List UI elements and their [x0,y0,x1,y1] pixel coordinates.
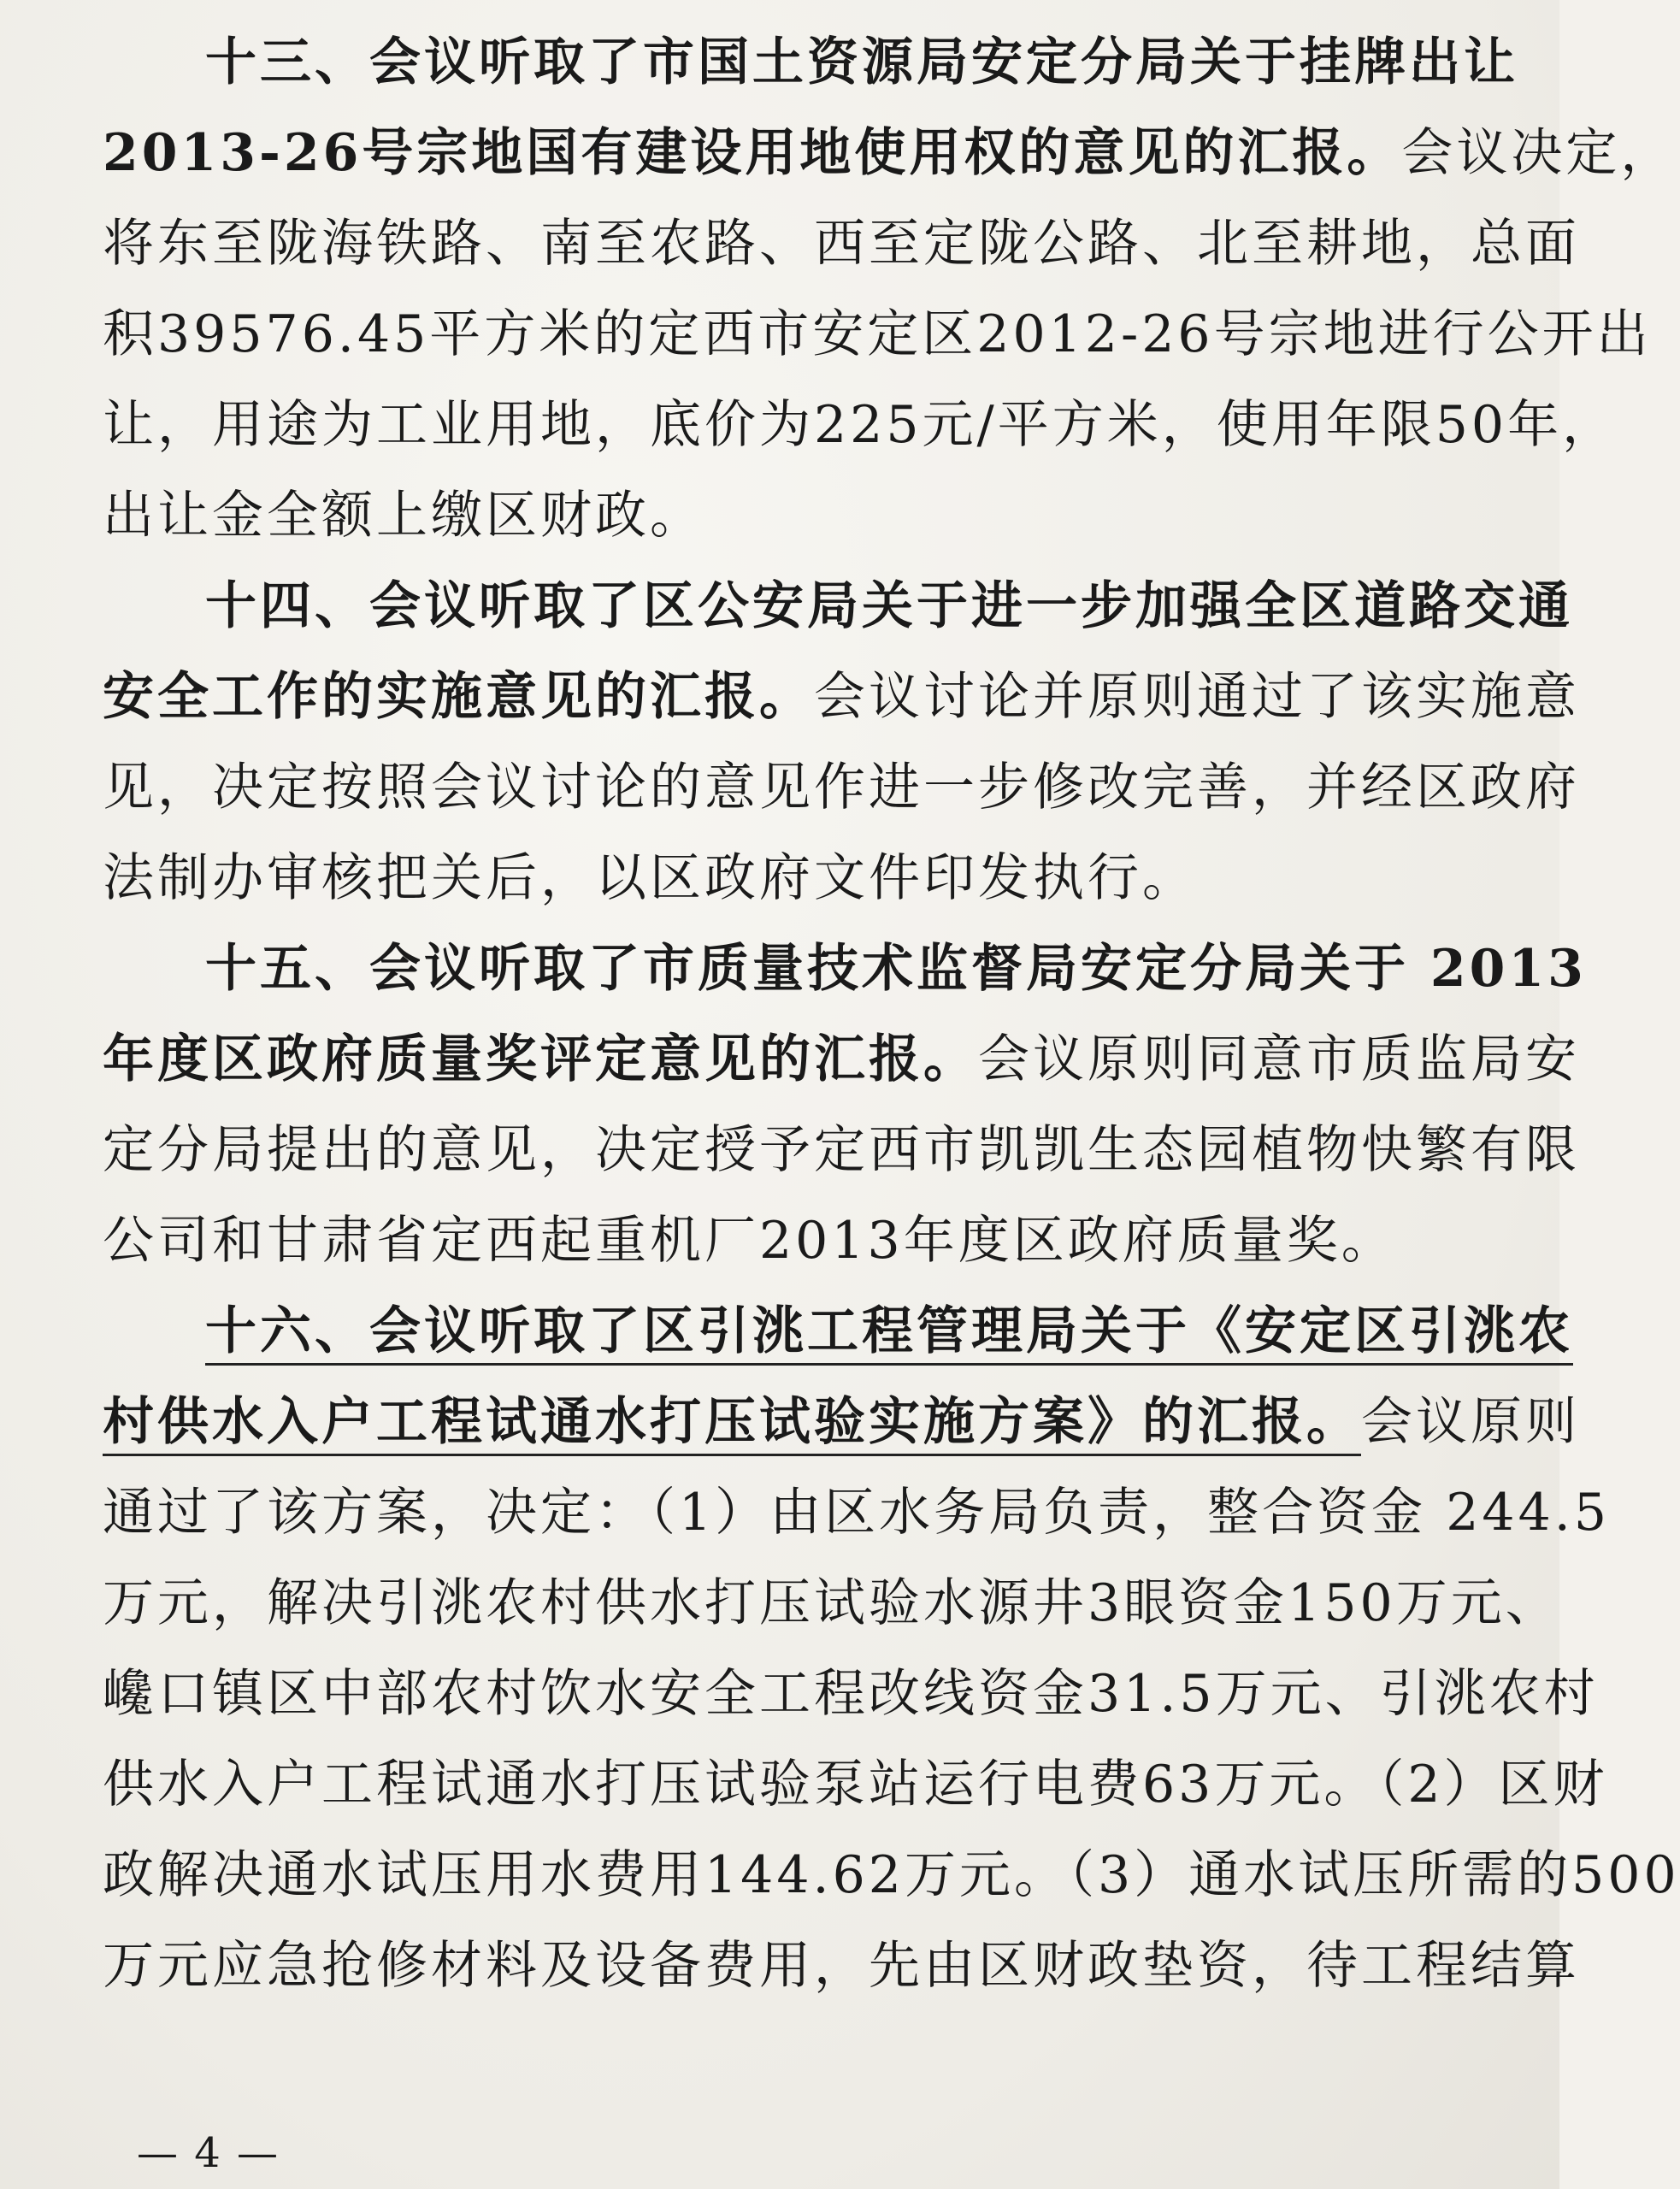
heading-text-underlined: 村供水入户工程试通水打压试验实施方案》的汇报。 [103,1392,1361,1456]
text-line [103,833,1471,923]
paragraph-15 [103,923,1587,1286]
body-text: 会议原则 [1361,1392,1580,1452]
body-text: 见，决定按照会议讨论的意见作进一步修改完善，并经区政府 [103,758,1580,817]
text-line [103,1739,1608,1830]
heading-text: 2013-26号宗地国有建设用地使用权的意见的汇报。 [103,123,1402,183]
text-line [103,1014,1580,1105]
heading-text-underlined: 十六、会议听取了区引洮工程管理局关于《安定区引洮农 [205,1301,1573,1366]
text-line [103,1286,1573,1377]
text-line [103,1195,1471,1286]
page-number: — 4 — [137,2129,280,2177]
paragraph-14 [103,561,1580,923]
text-line [103,1105,1580,1195]
body-text: 定分局提出的意见，决定授予定西市凯凯生态园植物快繁有限 [103,1120,1580,1180]
heading-text: 十四、会议听取了区公安局关于进一步加强全区道路交通 [205,576,1573,636]
heading-text: 年度区政府质量奖评定意见的汇报。 [103,1030,978,1089]
text-line [103,17,1518,108]
text-line [103,1921,1580,2011]
text-line [103,1467,1611,1558]
text-line [103,1649,1599,1739]
text-line [103,198,1580,289]
body-text: 积39576.45平方米的定西市安定区2012-26号宗地进行公开出 [103,304,1652,364]
text-line [103,1377,1580,1467]
text-line [103,1830,1680,1921]
body-text: 让，用途为工业用地，底价为225元/平方米，使用年限50年， [103,395,1618,455]
body-text: 法制办审核把关后，以区政府文件印发执行。 [103,848,1197,908]
paragraph-16 [103,1286,1680,2011]
body-text: 公司和甘肃省定西起重机厂2013年度区政府质量奖。 [103,1211,1396,1271]
text-line [103,1558,1560,1649]
text-line [103,923,1587,1014]
heading-text: 十五、会议听取了市质量技术监督局安定分局关于 2013 [205,939,1587,999]
heading-text: 安全工作的实施意见的汇报。 [103,667,814,727]
body-text: 巉口镇区中部农村饮水安全工程改线资金31.5万元、引洮农村 [103,1664,1599,1724]
body-text: 会议决定， [1401,123,1676,183]
heading-text: 十三、会议听取了市国土资源局安定分局关于挂牌出让 [205,32,1518,92]
body-text: 出让金全额上缴区财政。 [103,486,704,546]
text-line [103,652,1580,742]
paragraph-13 [103,17,1676,561]
text-line [103,742,1580,833]
body-text: 通过了该方案，决定：（1）由区水务局负责，整合资金 244.5 [103,1483,1611,1543]
body-text: 万元，解决引洮农村供水打压试验水源井3眼资金150万元、 [103,1573,1560,1633]
text-line [103,380,1618,470]
body-text: 会议原则同意市质监局安 [978,1030,1580,1089]
body-text: 政解决通水试压用水费用144.62万元。（3）通水试压所需的500 [103,1845,1680,1905]
text-line [103,108,1676,198]
body-text: 将东至陇海铁路、南至农路、西至定陇公路、北至耕地，总面 [103,214,1580,274]
document-body [103,17,1680,2011]
text-line [103,289,1652,380]
text-line [103,561,1573,652]
body-text: 会议讨论并原则通过了该实施意 [814,667,1580,727]
body-text: 万元应急抢修材料及设备费用，先由区财政垫资，待工程结算 [103,1936,1580,1996]
body-text: 供水入户工程试通水打压试验泵站运行电费63万元。（2）区财 [103,1755,1608,1814]
text-line [103,470,1471,561]
